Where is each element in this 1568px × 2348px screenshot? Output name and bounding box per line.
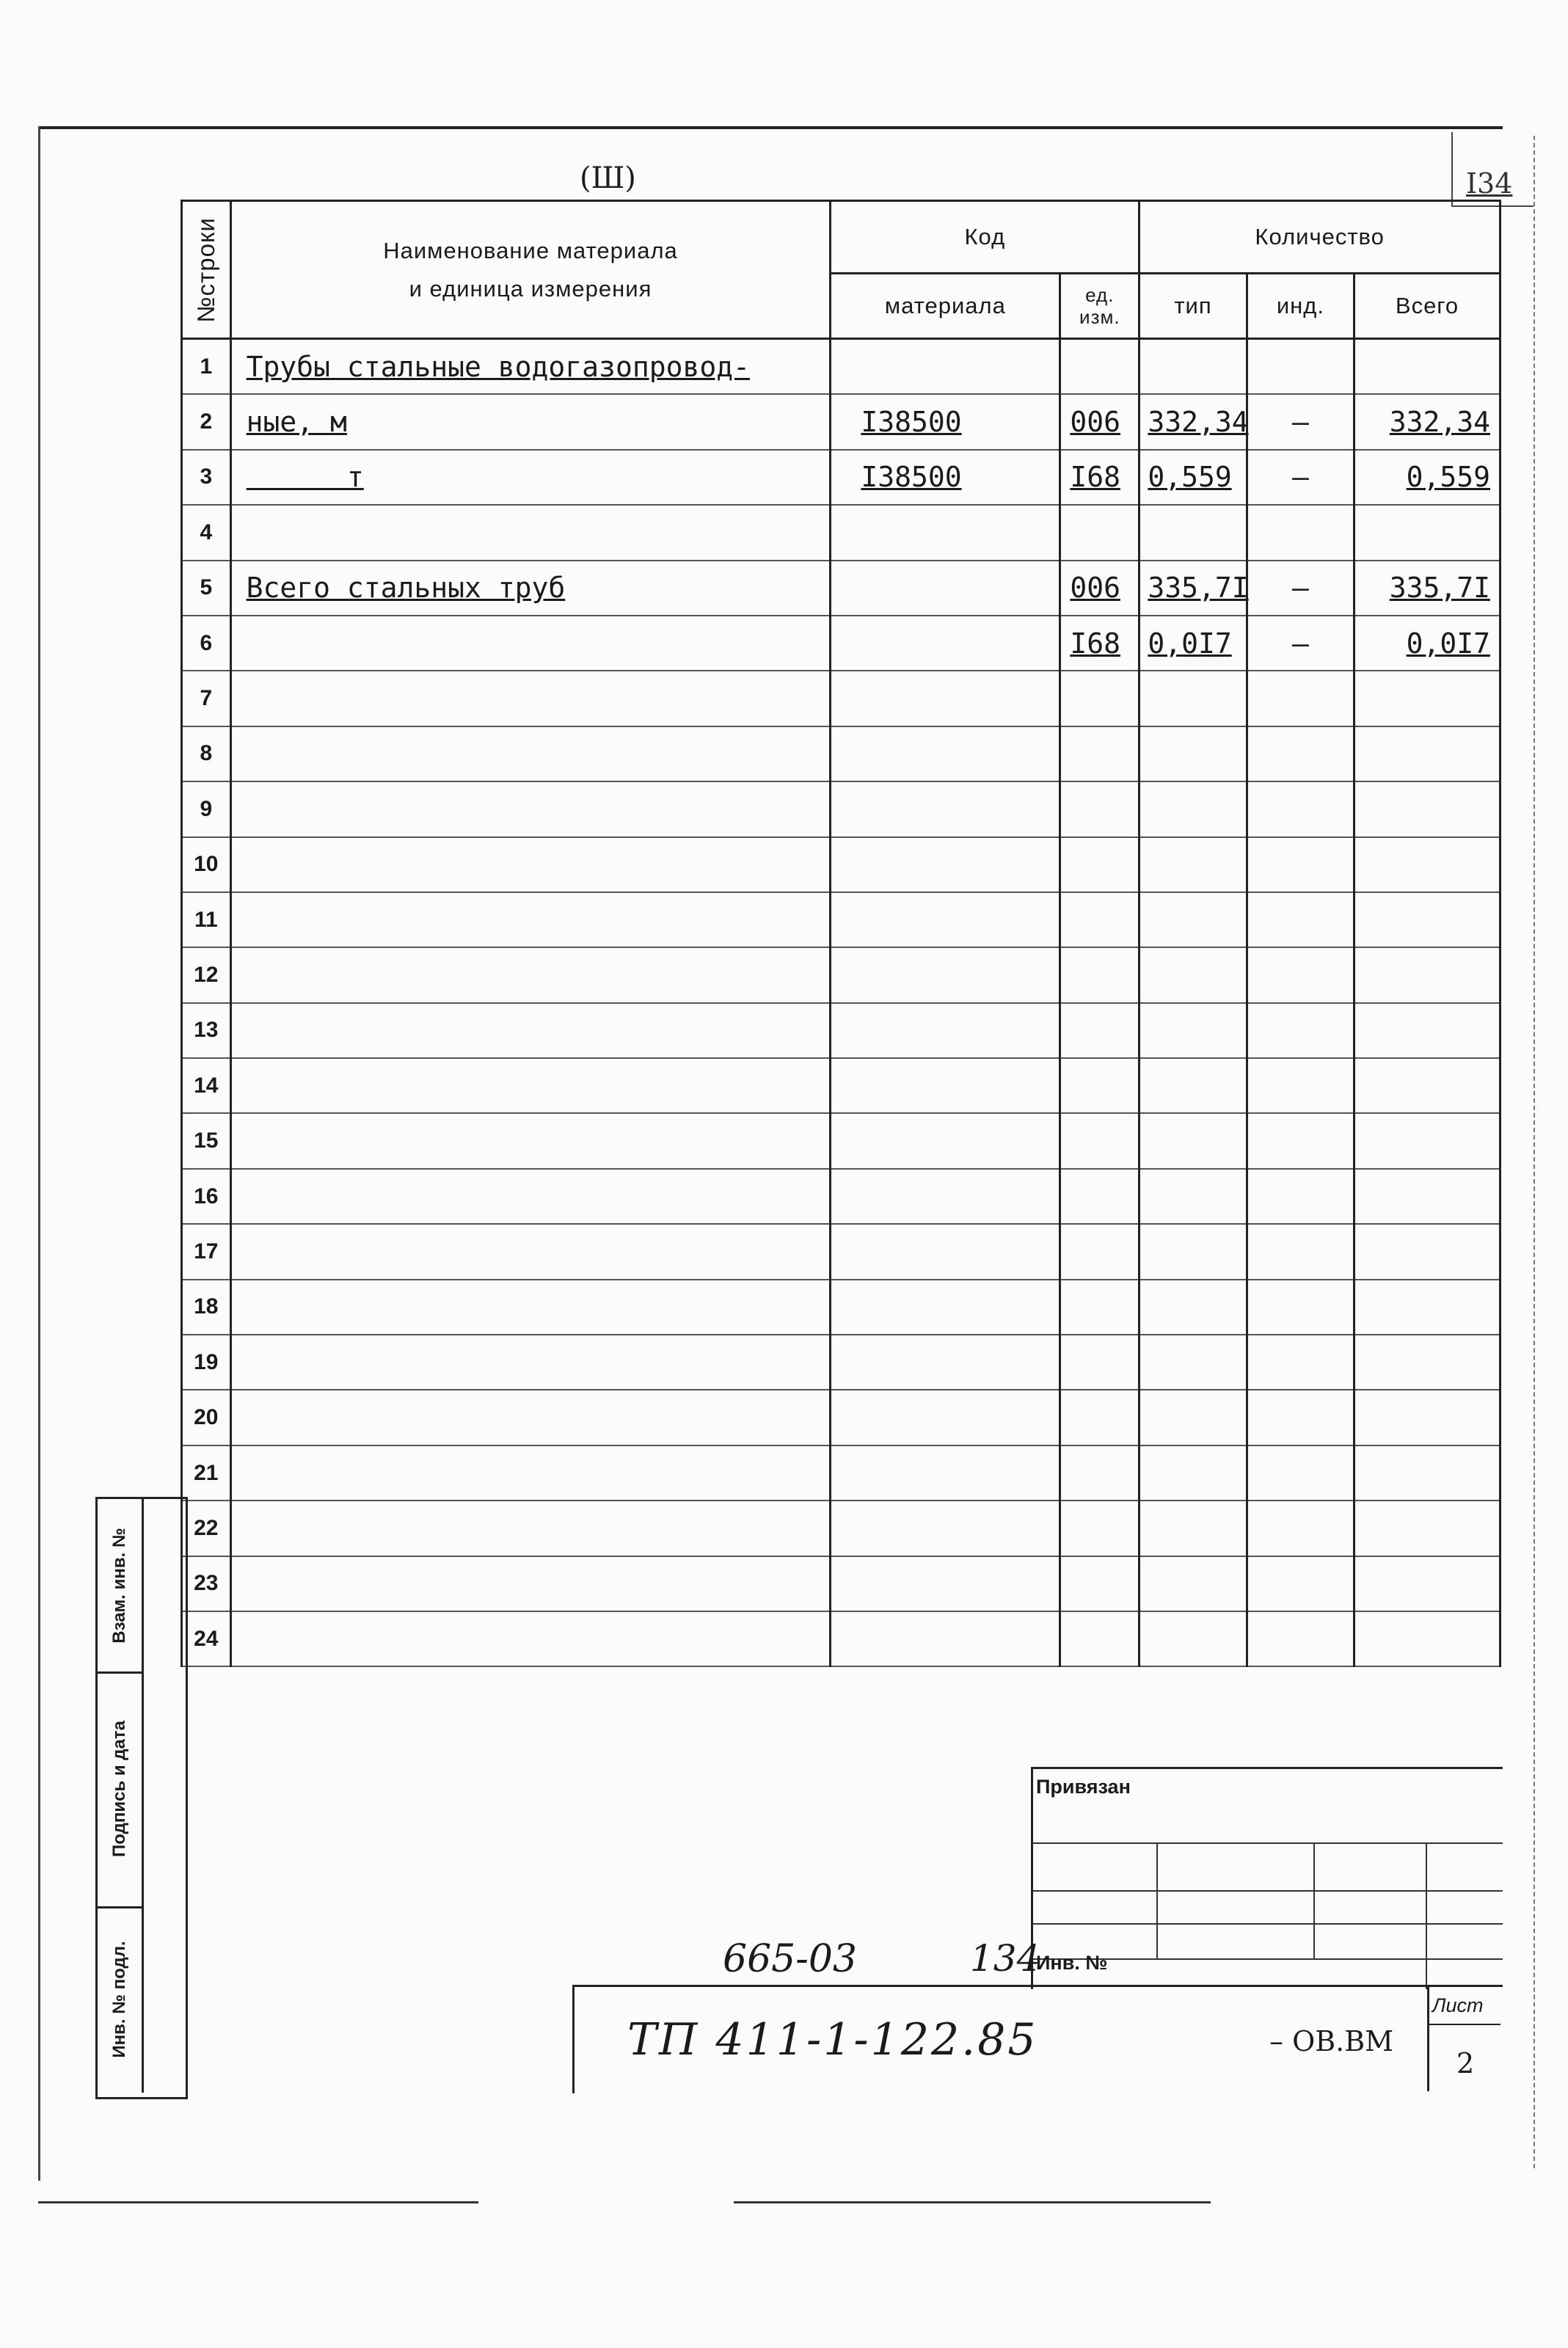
material-code-cell (831, 1445, 1060, 1501)
material-code-cell (831, 837, 1060, 892)
header-material-code: материала (831, 274, 1060, 339)
individual-qty-cell (1247, 947, 1354, 1002)
type-qty-cell (1139, 781, 1247, 836)
total-qty-cell (1354, 1390, 1500, 1445)
row-number: 18 (182, 1280, 231, 1335)
type-qty-cell (1139, 1224, 1247, 1279)
row-number: 6 (182, 616, 231, 671)
row-number: 8 (182, 726, 231, 781)
side-label-inv-original: Инв. № подл. (109, 1941, 129, 2058)
type-qty-cell (1139, 339, 1247, 395)
table-row (182, 1390, 1500, 1445)
total-qty-cell: 332,34 (1354, 394, 1500, 449)
material-name-cell (230, 1556, 831, 1611)
table-row (182, 616, 1500, 671)
material-code-cell (831, 1280, 1060, 1335)
table-row (182, 450, 1500, 505)
type-qty-cell: 0,0I7 (1139, 616, 1247, 671)
material-name-cell (230, 1501, 831, 1556)
unit-code-cell (1060, 1445, 1139, 1501)
individual-qty-cell (1247, 1556, 1354, 1611)
unit-code-cell (1060, 671, 1139, 726)
material-name-cell (230, 837, 831, 892)
sheet-box-divider (1427, 2024, 1500, 2025)
unit-code-cell: I68 (1060, 616, 1139, 671)
header-row-number: №строки (182, 201, 231, 339)
table-row (182, 892, 1500, 947)
header-unit-line-1: ед. (1085, 284, 1115, 306)
material-code-cell (831, 1335, 1060, 1390)
type-qty-cell (1139, 1501, 1247, 1556)
unit-code-cell (1060, 1390, 1139, 1445)
material-code-cell (831, 781, 1060, 836)
table-row (182, 1501, 1500, 1556)
individual-qty-cell (1247, 781, 1354, 836)
total-qty-cell (1354, 781, 1500, 836)
individual-qty-cell: – (1247, 616, 1354, 671)
total-qty-cell (1354, 892, 1500, 947)
bottom-edge-line (734, 2201, 1211, 2203)
bound-label: Привязан (1036, 1776, 1131, 1798)
material-name-cell (230, 616, 831, 671)
type-qty-cell (1139, 671, 1247, 726)
total-qty-cell: 0,0I7 (1354, 616, 1500, 671)
type-qty-cell (1139, 1445, 1247, 1501)
material-code-cell (831, 1113, 1060, 1168)
corner-sheet-number: I34 (1466, 167, 1513, 200)
total-qty-cell (1354, 947, 1500, 1002)
row-number: 4 (182, 505, 231, 560)
unit-code-cell (1060, 1113, 1139, 1168)
material-code-cell (831, 947, 1060, 1002)
unit-code-cell (1060, 1058, 1139, 1113)
type-qty-cell (1139, 1113, 1247, 1168)
unit-code-cell (1060, 1556, 1139, 1611)
type-qty-cell (1139, 837, 1247, 892)
material-name-cell (230, 1003, 831, 1058)
unit-code-cell (1060, 1224, 1139, 1279)
total-qty-cell (1354, 1611, 1500, 1666)
row-number: 5 (182, 561, 231, 616)
binding-grid-line (1313, 1842, 1315, 1958)
table-row (182, 1556, 1500, 1611)
individual-qty-cell (1247, 1280, 1354, 1335)
inventory-label: Инв. № (1036, 1952, 1108, 1974)
total-qty-cell (1354, 339, 1500, 395)
unit-code-cell: I68 (1060, 450, 1139, 505)
table-row (182, 394, 1500, 449)
header-name-line-1: Наименование материала (383, 237, 678, 263)
table-row (182, 1335, 1500, 1390)
table-row (182, 947, 1500, 1002)
side-cell-signature-date (98, 1671, 144, 1908)
table-row (182, 1224, 1500, 1279)
type-qty-cell (1139, 505, 1247, 560)
frame-top-border (38, 126, 1503, 129)
type-qty-cell: 332,34 (1139, 394, 1247, 449)
total-qty-cell: 0,559 (1354, 450, 1500, 505)
row-number: 15 (182, 1113, 231, 1168)
document-code: ТП 411-1-122.85 (627, 2014, 1038, 2066)
material-name-cell: Трубы стальные водогазопровод- (230, 339, 831, 395)
row-number: 2 (182, 394, 231, 449)
row-number: 19 (182, 1335, 231, 1390)
row-number: 11 (182, 892, 231, 947)
row-number: 12 (182, 947, 231, 1002)
individual-qty-cell (1247, 1501, 1354, 1556)
materials-table-body (182, 339, 1500, 1667)
bottom-edge-line (38, 2201, 478, 2203)
material-code-cell (831, 339, 1060, 395)
unit-code-cell (1060, 892, 1139, 947)
individual-qty-cell (1247, 505, 1354, 560)
unit-code-cell (1060, 837, 1139, 892)
row-number: 16 (182, 1169, 231, 1224)
total-qty-cell (1354, 1280, 1500, 1335)
material-code-cell (831, 505, 1060, 560)
material-name-cell (230, 1390, 831, 1445)
binding-grid-line (1033, 1923, 1503, 1925)
material-name-cell (230, 1335, 831, 1390)
unit-code-cell (1060, 1501, 1139, 1556)
individual-qty-cell (1247, 1390, 1354, 1445)
total-qty-cell (1354, 671, 1500, 726)
unit-code-cell: 006 (1060, 394, 1139, 449)
material-code-cell (831, 1058, 1060, 1113)
binding-grid-line (1426, 1842, 1427, 1989)
total-qty-cell (1354, 1445, 1500, 1501)
binding-grid-line (1156, 1842, 1158, 1958)
table-row (182, 505, 1500, 560)
header-quantity: Количество (1139, 201, 1500, 274)
header-total: Всего (1354, 274, 1500, 339)
individual-qty-cell: – (1247, 450, 1354, 505)
table-row (182, 837, 1500, 892)
unit-code-cell (1060, 339, 1139, 395)
row-number: 10 (182, 837, 231, 892)
total-qty-cell (1354, 1113, 1500, 1168)
table-row (182, 1113, 1500, 1168)
material-name-cell (230, 1611, 831, 1666)
table-row (182, 1445, 1500, 1501)
table-row (182, 726, 1500, 781)
unit-code-cell (1060, 1611, 1139, 1666)
header-individual: инд. (1247, 274, 1354, 339)
individual-qty-cell (1247, 339, 1354, 395)
total-qty-cell (1354, 1335, 1500, 1390)
table-row (182, 1003, 1500, 1058)
material-code-cell (831, 561, 1060, 616)
type-qty-cell (1139, 1058, 1247, 1113)
header-name-line-2: и единица измерения (409, 275, 652, 302)
table-header-row (182, 201, 1500, 274)
row-number: 22 (182, 1501, 231, 1556)
material-name-cell (230, 947, 831, 1002)
row-number: 17 (182, 1224, 231, 1279)
material-code-cell (831, 1003, 1060, 1058)
unit-code-cell (1060, 726, 1139, 781)
total-qty-cell: 335,7I (1354, 561, 1500, 616)
individual-qty-cell (1247, 1445, 1354, 1501)
total-qty-cell (1354, 726, 1500, 781)
individual-qty-cell (1247, 1003, 1354, 1058)
material-name-cell (230, 781, 831, 836)
header-unit (1060, 274, 1139, 339)
side-label-replacement-inv: Взам. инв. № (109, 1527, 129, 1644)
table-row (182, 561, 1500, 616)
unit-code-cell: 006 (1060, 561, 1139, 616)
row-number: 21 (182, 1445, 231, 1501)
material-code-cell (831, 726, 1060, 781)
side-cell-replacement-inv (98, 1499, 144, 1674)
frame-left-border (38, 126, 40, 2181)
material-name-cell (230, 892, 831, 947)
header-type: тип (1139, 274, 1247, 339)
material-name-cell: Всего стальных труб (230, 561, 831, 616)
individual-qty-cell (1247, 1224, 1354, 1279)
type-qty-cell (1139, 1390, 1247, 1445)
material-name-cell: ные, м (230, 394, 831, 449)
unit-code-cell (1060, 781, 1139, 836)
document-suffix: – ОВ.ВМ (1269, 2025, 1394, 2057)
material-name-cell (230, 726, 831, 781)
individual-qty-cell (1247, 892, 1354, 947)
table-row (182, 339, 1500, 395)
individual-qty-cell (1247, 671, 1354, 726)
row-number: 9 (182, 781, 231, 836)
individual-qty-cell (1247, 1611, 1354, 1666)
table-row (182, 1611, 1500, 1666)
row-number: 3 (182, 450, 231, 505)
handwritten-number: 665-03 (723, 1937, 857, 1981)
page-marker: (Ш) (580, 161, 636, 195)
side-label-signature-date: Подпись и дата (109, 1721, 129, 1857)
sheet-number: 2 (1456, 2047, 1475, 2079)
binding-grid-line (1033, 1890, 1503, 1892)
individual-qty-cell (1247, 1113, 1354, 1168)
material-name-cell (230, 671, 831, 726)
total-qty-cell (1354, 1501, 1500, 1556)
material-name-cell (230, 1169, 831, 1224)
total-qty-cell (1354, 1003, 1500, 1058)
material-code-cell (831, 1556, 1060, 1611)
table-row (182, 1058, 1500, 1113)
total-qty-cell (1354, 1556, 1500, 1611)
binding-grid-line (1033, 1842, 1503, 1844)
total-qty-cell (1354, 1058, 1500, 1113)
material-name-cell (230, 1224, 831, 1279)
type-qty-cell (1139, 1003, 1247, 1058)
type-qty-cell (1139, 726, 1247, 781)
material-name-cell (230, 1058, 831, 1113)
individual-qty-cell (1247, 1335, 1354, 1390)
handwritten-sheet-ref: 134 (970, 1937, 1040, 1980)
type-qty-cell (1139, 1169, 1247, 1224)
row-number: 1 (182, 339, 231, 395)
individual-qty-cell: – (1247, 394, 1354, 449)
material-name-cell (230, 1445, 831, 1501)
row-number: 7 (182, 671, 231, 726)
material-code-cell: I38500 (831, 450, 1060, 505)
header-material-name (230, 201, 831, 339)
material-code-cell (831, 1390, 1060, 1445)
material-code-cell (831, 1169, 1060, 1224)
header-unit-line-2: изм. (1079, 306, 1120, 328)
material-code-cell (831, 892, 1060, 947)
material-name-cell (230, 1113, 831, 1168)
type-qty-cell: 335,7I (1139, 561, 1247, 616)
material-code-cell: I38500 (831, 394, 1060, 449)
material-code-cell (831, 671, 1060, 726)
type-qty-cell: 0,559 (1139, 450, 1247, 505)
unit-code-cell (1060, 947, 1139, 1002)
material-name-cell: т (230, 450, 831, 505)
row-number: 14 (182, 1058, 231, 1113)
individual-qty-cell: – (1247, 561, 1354, 616)
row-number: 24 (182, 1611, 231, 1666)
type-qty-cell (1139, 1280, 1247, 1335)
total-qty-cell (1354, 1169, 1500, 1224)
type-qty-cell (1139, 892, 1247, 947)
material-code-cell (831, 616, 1060, 671)
material-name-cell (230, 1280, 831, 1335)
individual-qty-cell (1247, 1058, 1354, 1113)
individual-qty-cell (1247, 1169, 1354, 1224)
type-qty-cell (1139, 947, 1247, 1002)
row-number: 23 (182, 1556, 231, 1611)
material-name-cell (230, 505, 831, 560)
unit-code-cell (1060, 1169, 1139, 1224)
unit-code-cell (1060, 505, 1139, 560)
table-row (182, 671, 1500, 726)
total-qty-cell (1354, 505, 1500, 560)
row-number: 13 (182, 1003, 231, 1058)
total-qty-cell (1354, 837, 1500, 892)
individual-qty-cell (1247, 726, 1354, 781)
material-code-cell (831, 1501, 1060, 1556)
material-code-cell (831, 1224, 1060, 1279)
unit-code-cell (1060, 1003, 1139, 1058)
frame-right-border (1534, 136, 1535, 2168)
unit-code-cell (1060, 1335, 1139, 1390)
sheet-label: Лист (1432, 1994, 1484, 2016)
unit-code-cell (1060, 1280, 1139, 1335)
row-number: 20 (182, 1390, 231, 1445)
table-row (182, 1169, 1500, 1224)
table-row (182, 1280, 1500, 1335)
material-code-cell (831, 1611, 1060, 1666)
table-row (182, 781, 1500, 836)
individual-qty-cell (1247, 837, 1354, 892)
type-qty-cell (1139, 1556, 1247, 1611)
type-qty-cell (1139, 1611, 1247, 1666)
total-qty-cell (1354, 1224, 1500, 1279)
header-code: Код (831, 201, 1139, 274)
side-stamp (95, 1497, 188, 2099)
materials-table (180, 200, 1501, 1667)
side-cell-inv-original (98, 1906, 144, 2093)
type-qty-cell (1139, 1335, 1247, 1390)
